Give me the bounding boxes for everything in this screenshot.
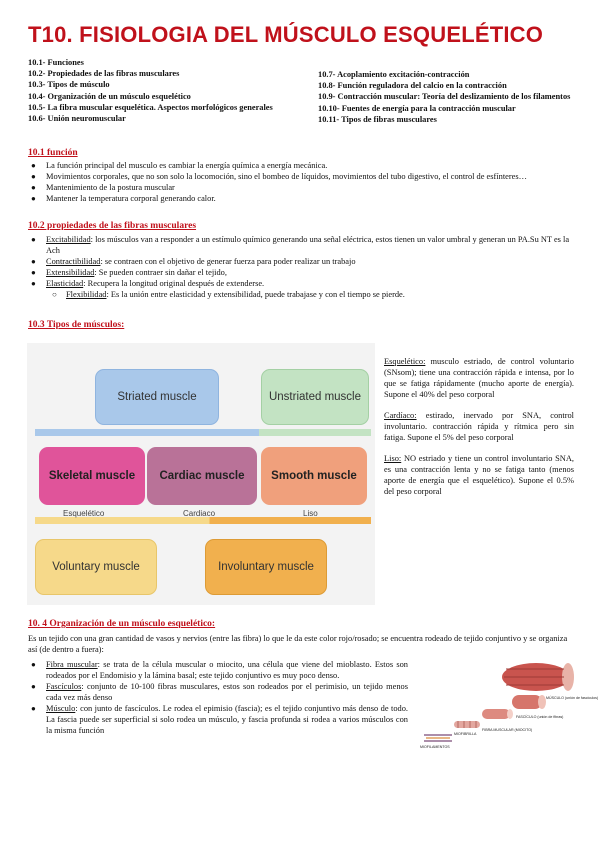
bullet-icon: ● [31, 257, 36, 266]
striated-band [35, 429, 259, 436]
list-item: ● Contractibilidad: se contraen con el objetivo de generar fuerza para poder realizar un trabajo [31, 257, 356, 266]
toc-item: 10.1- Funciones [28, 58, 84, 67]
toc-item: 10.9- Contracción muscular: Teoría del deslizamiento de los filamentos [318, 92, 571, 102]
striated-box: Striated muscle [95, 369, 219, 425]
myofibril-illustration [454, 721, 480, 728]
list-item: ● La función principal del musculo es cambiar la energía química a energía mecánica. [31, 161, 328, 170]
muscle-types-diagram [27, 343, 375, 605]
muscle-organization-figure [418, 655, 599, 755]
voluntary-box: Voluntary muscle [35, 539, 157, 595]
desc-liso: Liso: NO estriado y tiene un control involuntario SNA, es una contracción lenta y no se fatiga tanto (menos aporte de energía que el esquelético). Supone el 0.5% del peso corporal [384, 454, 574, 496]
cardiac-box: Cardiac muscle [147, 447, 257, 505]
page-title: T10. FISIOLOGIA DEL MÚSCULO ESQUELÉTICO [28, 22, 544, 47]
myofilaments-illustration [424, 735, 452, 741]
list-item: ● Movimientos corporales, que no son solo la locomoción, sino el bombeo de líquidos, movimientos del tubo digestivo, el control de esfínteres… [31, 172, 528, 181]
toc-item: 10.3- Tipos de músculo [28, 80, 110, 90]
toc-item: 10.6- Unión neuromuscular [28, 114, 126, 124]
list-item: ● Extensibilidad: Se pueden contraer sin dañar el tejido, [31, 268, 227, 277]
label-cardiaco: Cardiaco [183, 509, 216, 518]
toc-item: 10.11- Tipos de fibras musculares [318, 114, 437, 124]
bullet-icon: ● [31, 279, 36, 288]
involuntary-box: Involuntary muscle [205, 539, 327, 595]
bullet-icon: ● [31, 704, 36, 713]
bullet-icon: ○ [52, 290, 57, 299]
label-fibra: FIBRA MUSCULAR (MIOCITO) [482, 728, 533, 732]
bullet-icon: ● [31, 161, 36, 170]
desc-cardiaco: Cardíaco: estirado, inervado por SNA, control involuntario. contracción rápida y rítmica pero sin fatiga. Supone el 5% del peso corporal [384, 411, 574, 442]
funciones-list [28, 160, 576, 204]
toc-item: 10.7- Acoplamiento excitación-contracción [318, 70, 470, 79]
toc-right [318, 69, 588, 125]
smooth-box: Smooth muscle [261, 447, 367, 505]
fascicle-illustration [512, 695, 546, 709]
list-item: ● Fibra muscular: se trata de la célula muscular o miocito, una célula que viene del mioblasto. Estos son rodeados por el Endomisio y la lámina basal; este tejido conjuntivo es muy poco denso. [31, 660, 408, 680]
unstriated-band [259, 429, 371, 436]
list-item: ● Mantenimiento de la postura muscular [31, 183, 175, 192]
propiedades-list [28, 234, 576, 300]
lower-band [35, 517, 371, 524]
skeletal-box: Skeletal muscle [39, 447, 145, 505]
bullet-icon: ● [31, 235, 36, 244]
label-miofilamentos: MIOFILAMENTOS [420, 745, 450, 749]
muscle-type-descriptions [384, 356, 574, 497]
toc-left [28, 57, 303, 124]
list-item: ○ Flexibilidad: Es la unión entre elasticidad y extensibilidad, puede trabajase y con el tiempo se pierde. [52, 290, 405, 299]
bullet-icon: ● [31, 183, 36, 192]
unstriated-box: Unstriated muscle [261, 369, 369, 425]
list-item: ● Elasticidad: Recupera la longitud original después de extenderse. [31, 279, 265, 288]
bullet-icon: ● [31, 660, 36, 669]
organizacion-intro: Es un tejido con una gran cantidad de vasos y nervios (entre las fibra) lo que le da este color rojo/rosado; se encuentra rodeado de tejido conjuntivo y se organiza así (de dentro a fuera): [28, 634, 568, 654]
desc-esqueletico: Esquelético: musculo estriado, de control voluntario (SNsom); tiene una contracción rápida e intensa, por lo que se fatiga rápidamente (mucho aporte de energía). Supone el 40% del peso corporal [384, 357, 574, 399]
list-item: ● Mantener la temperatura corporal generando calor. [31, 194, 216, 203]
section-heading-organizacion: 10. 4 Organización de un músculo esquelético: [28, 619, 216, 629]
organizacion-list [28, 659, 408, 736]
toc-item: 10.10- Fuentes de energía para la contracción muscular [318, 103, 516, 113]
label-musculo: MÚSCULO (unión de fascículos) [546, 696, 599, 700]
bullet-icon: ● [31, 682, 36, 691]
label-liso: Liso [303, 509, 318, 518]
toc-item: 10.5- La fibra muscular esquelética. Aspectos morfológicos generales [28, 102, 273, 112]
section-heading-propiedades: 10.2 propiedades de las fibras musculares [28, 221, 197, 231]
label-miofibrilla: MIOFIBRILLA [454, 732, 477, 736]
list-item: ● Excitabilidad: los músculos van a responder a un estímulo químico generando una señal eléctrica, estos tienen un valor umbral y generan un PA.Su NT es la Ach [31, 235, 570, 255]
toc-item: 10.8- Función reguladora del calcio en la contracción [318, 81, 507, 91]
bullet-icon: ● [31, 172, 36, 181]
toc-item: 10.4- Organización de un músculo esquelético [28, 91, 191, 101]
bullet-icon: ● [31, 194, 36, 203]
list-item: ● Fascículos: conjunto de 10-100 fibras musculares, estos son rodeados por el perimisio, un tejido menos cada vez más denso [31, 682, 408, 702]
section-heading-funcion: 10.1 función [28, 148, 78, 158]
bullet-icon: ● [31, 268, 36, 277]
label-esqueletico: Esquelético [63, 509, 105, 518]
toc-item: 10.2- Propiedades de las fibras musculares [28, 69, 180, 79]
fiber-illustration [482, 709, 513, 719]
list-item: ● Músculo: con junto de fascículos. Le rodea el epimisio (fascia); es el tejido conjuntivo más denso de todo. La fascia puede ser superficial si solo rodea un músculo, y fascia profunda si rodea a varios músculos con la misma función [31, 704, 408, 735]
label-fasciculo: FASCÍCULO (unión de fibras) [516, 715, 564, 719]
section-heading-tipos: 10.3 Tipos de músculos: [28, 320, 125, 330]
muscle-illustration [502, 663, 574, 691]
